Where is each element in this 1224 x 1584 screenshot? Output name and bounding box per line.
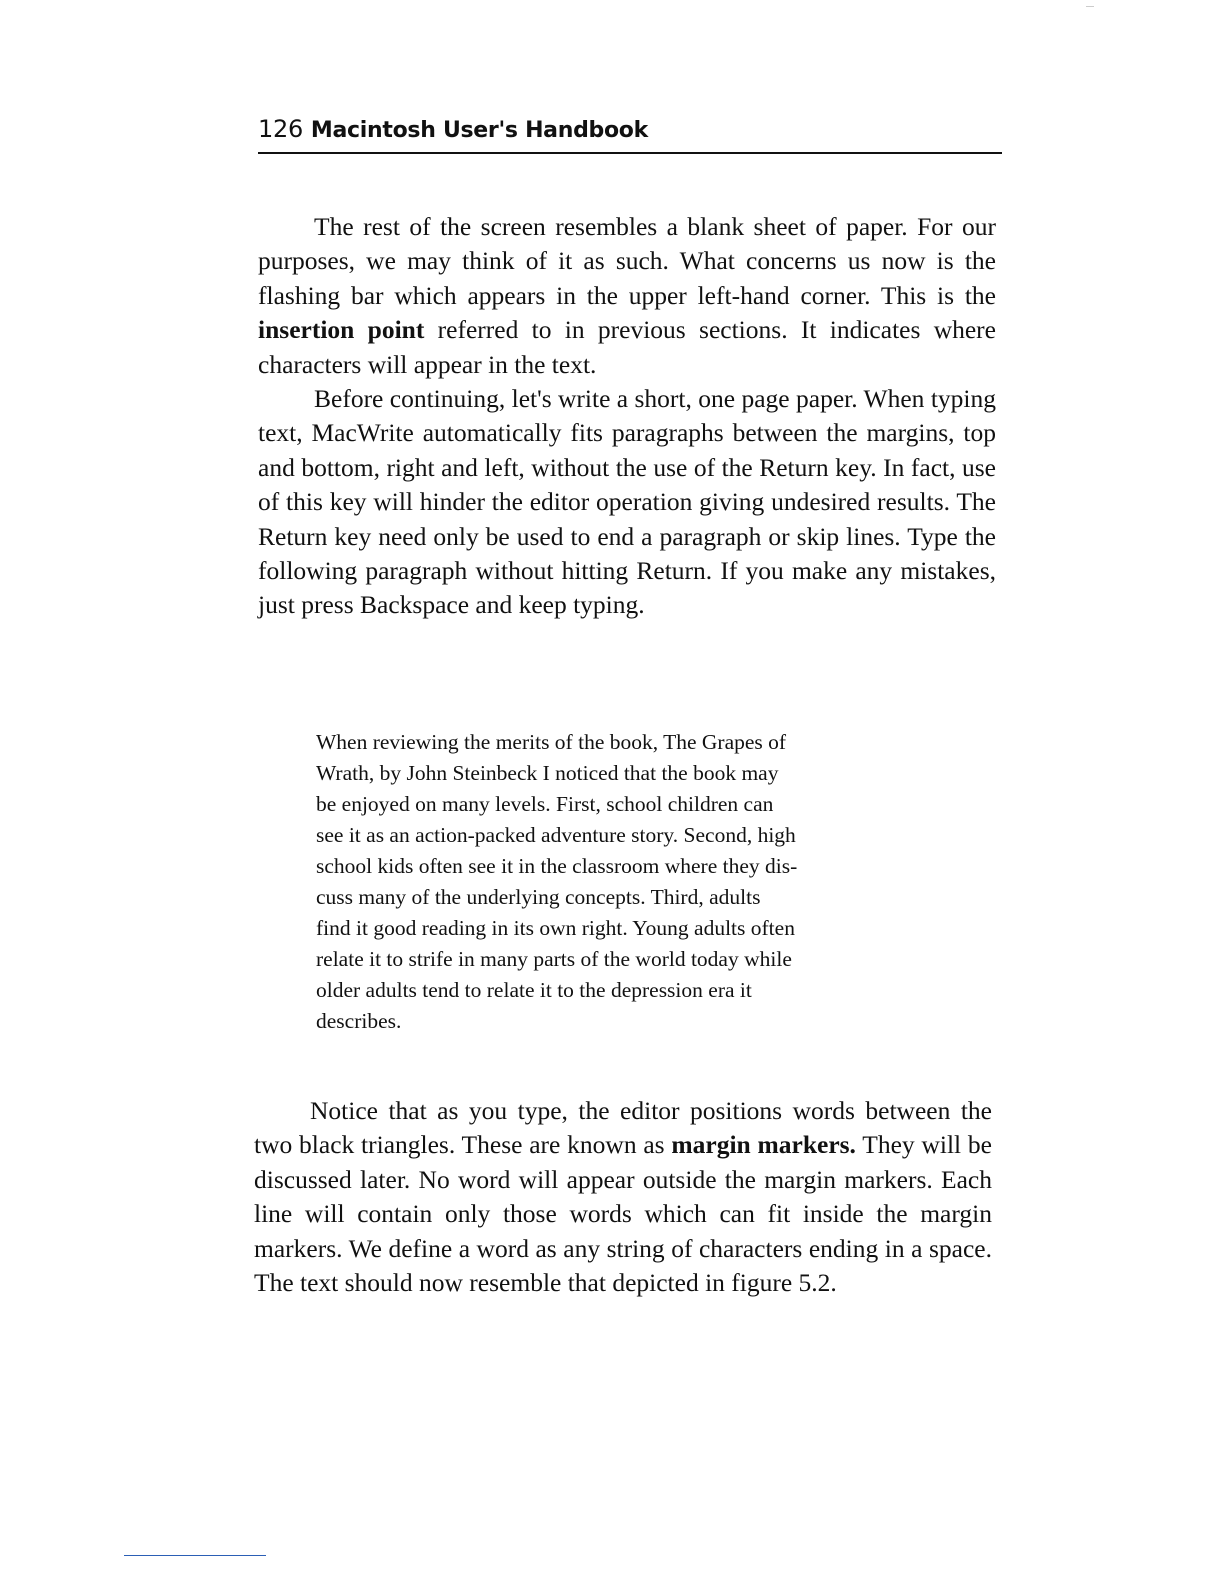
opening-text (258, 210, 996, 623)
sample-line: relate it to strife in many parts of the world today while (316, 947, 792, 971)
paragraph-margin-markers (254, 1094, 992, 1300)
sample-paragraph (316, 727, 928, 1037)
sample-line: see it as an action-packed adventure story. Second, high (316, 823, 796, 847)
paragraph-1-text-b: referred to in previous sections. It indicates where characters will appear in the text. (258, 315, 996, 379)
paragraph-3-text-a: Notice that as you type, the editor positions words between the two black triangles. These are known as (254, 1096, 992, 1160)
paragraph-3-text-b: They will be discussed later. No word will appear outside the margin markers. Each line will contain only those words which can fit inside the margin markers. We define a word as any string of characters ending in a space. The text should now resemble that depicted in figure 5.2. (254, 1130, 992, 1298)
sample-line: be enjoyed on many levels. First, school children can (316, 792, 774, 816)
sample-line: describes. (316, 1009, 402, 1033)
sample-line: cuss many of the underlying concepts. Third, adults (316, 885, 761, 909)
sample-line: find it good reading in its own right. Young adults often (316, 916, 795, 940)
paragraph-before-continuing (258, 382, 996, 623)
paragraph-1-text-a: The rest of the screen resembles a blank sheet of paper. For our purposes, we may think of it as such. What concerns us now is the flashing bar which appears in the upper left-hand corner. This is the (258, 212, 996, 310)
sample-line: When reviewing the merits of the book, The Grapes of (316, 730, 787, 754)
running-header (258, 112, 1002, 154)
sample-line: older adults tend to relate it to the depression era it (316, 978, 752, 1002)
insertion-point-term: insertion point (258, 315, 425, 345)
book-title: Macintosh User's Handbook (310, 118, 648, 143)
page-number: 126 (258, 115, 303, 143)
paragraph-2-text: Before continuing, let's write a short, one page paper. When typing text, MacWrite automatically fits paragraphs between the margins, top and bottom, right and left, without the use of the Return key. In fact, use of this key will hinder the editor operation giving undesired results. The Return key need only be used to end a paragraph or skip lines. Type the following paragraph without hitting Return. If you make any mistakes, just press Backspace and keep typing. (258, 384, 996, 620)
sample-line: school kids often see it in the classroom where they dis- (316, 854, 798, 878)
closing-text (254, 1094, 992, 1300)
scan-mark (1086, 6, 1094, 7)
margin-markers-term: margin markers. (671, 1130, 856, 1160)
paragraph-insertion-point (258, 210, 996, 382)
footer-rule (124, 1555, 266, 1556)
sample-line: Wrath, by John Steinbeck I noticed that the book may (316, 761, 779, 785)
